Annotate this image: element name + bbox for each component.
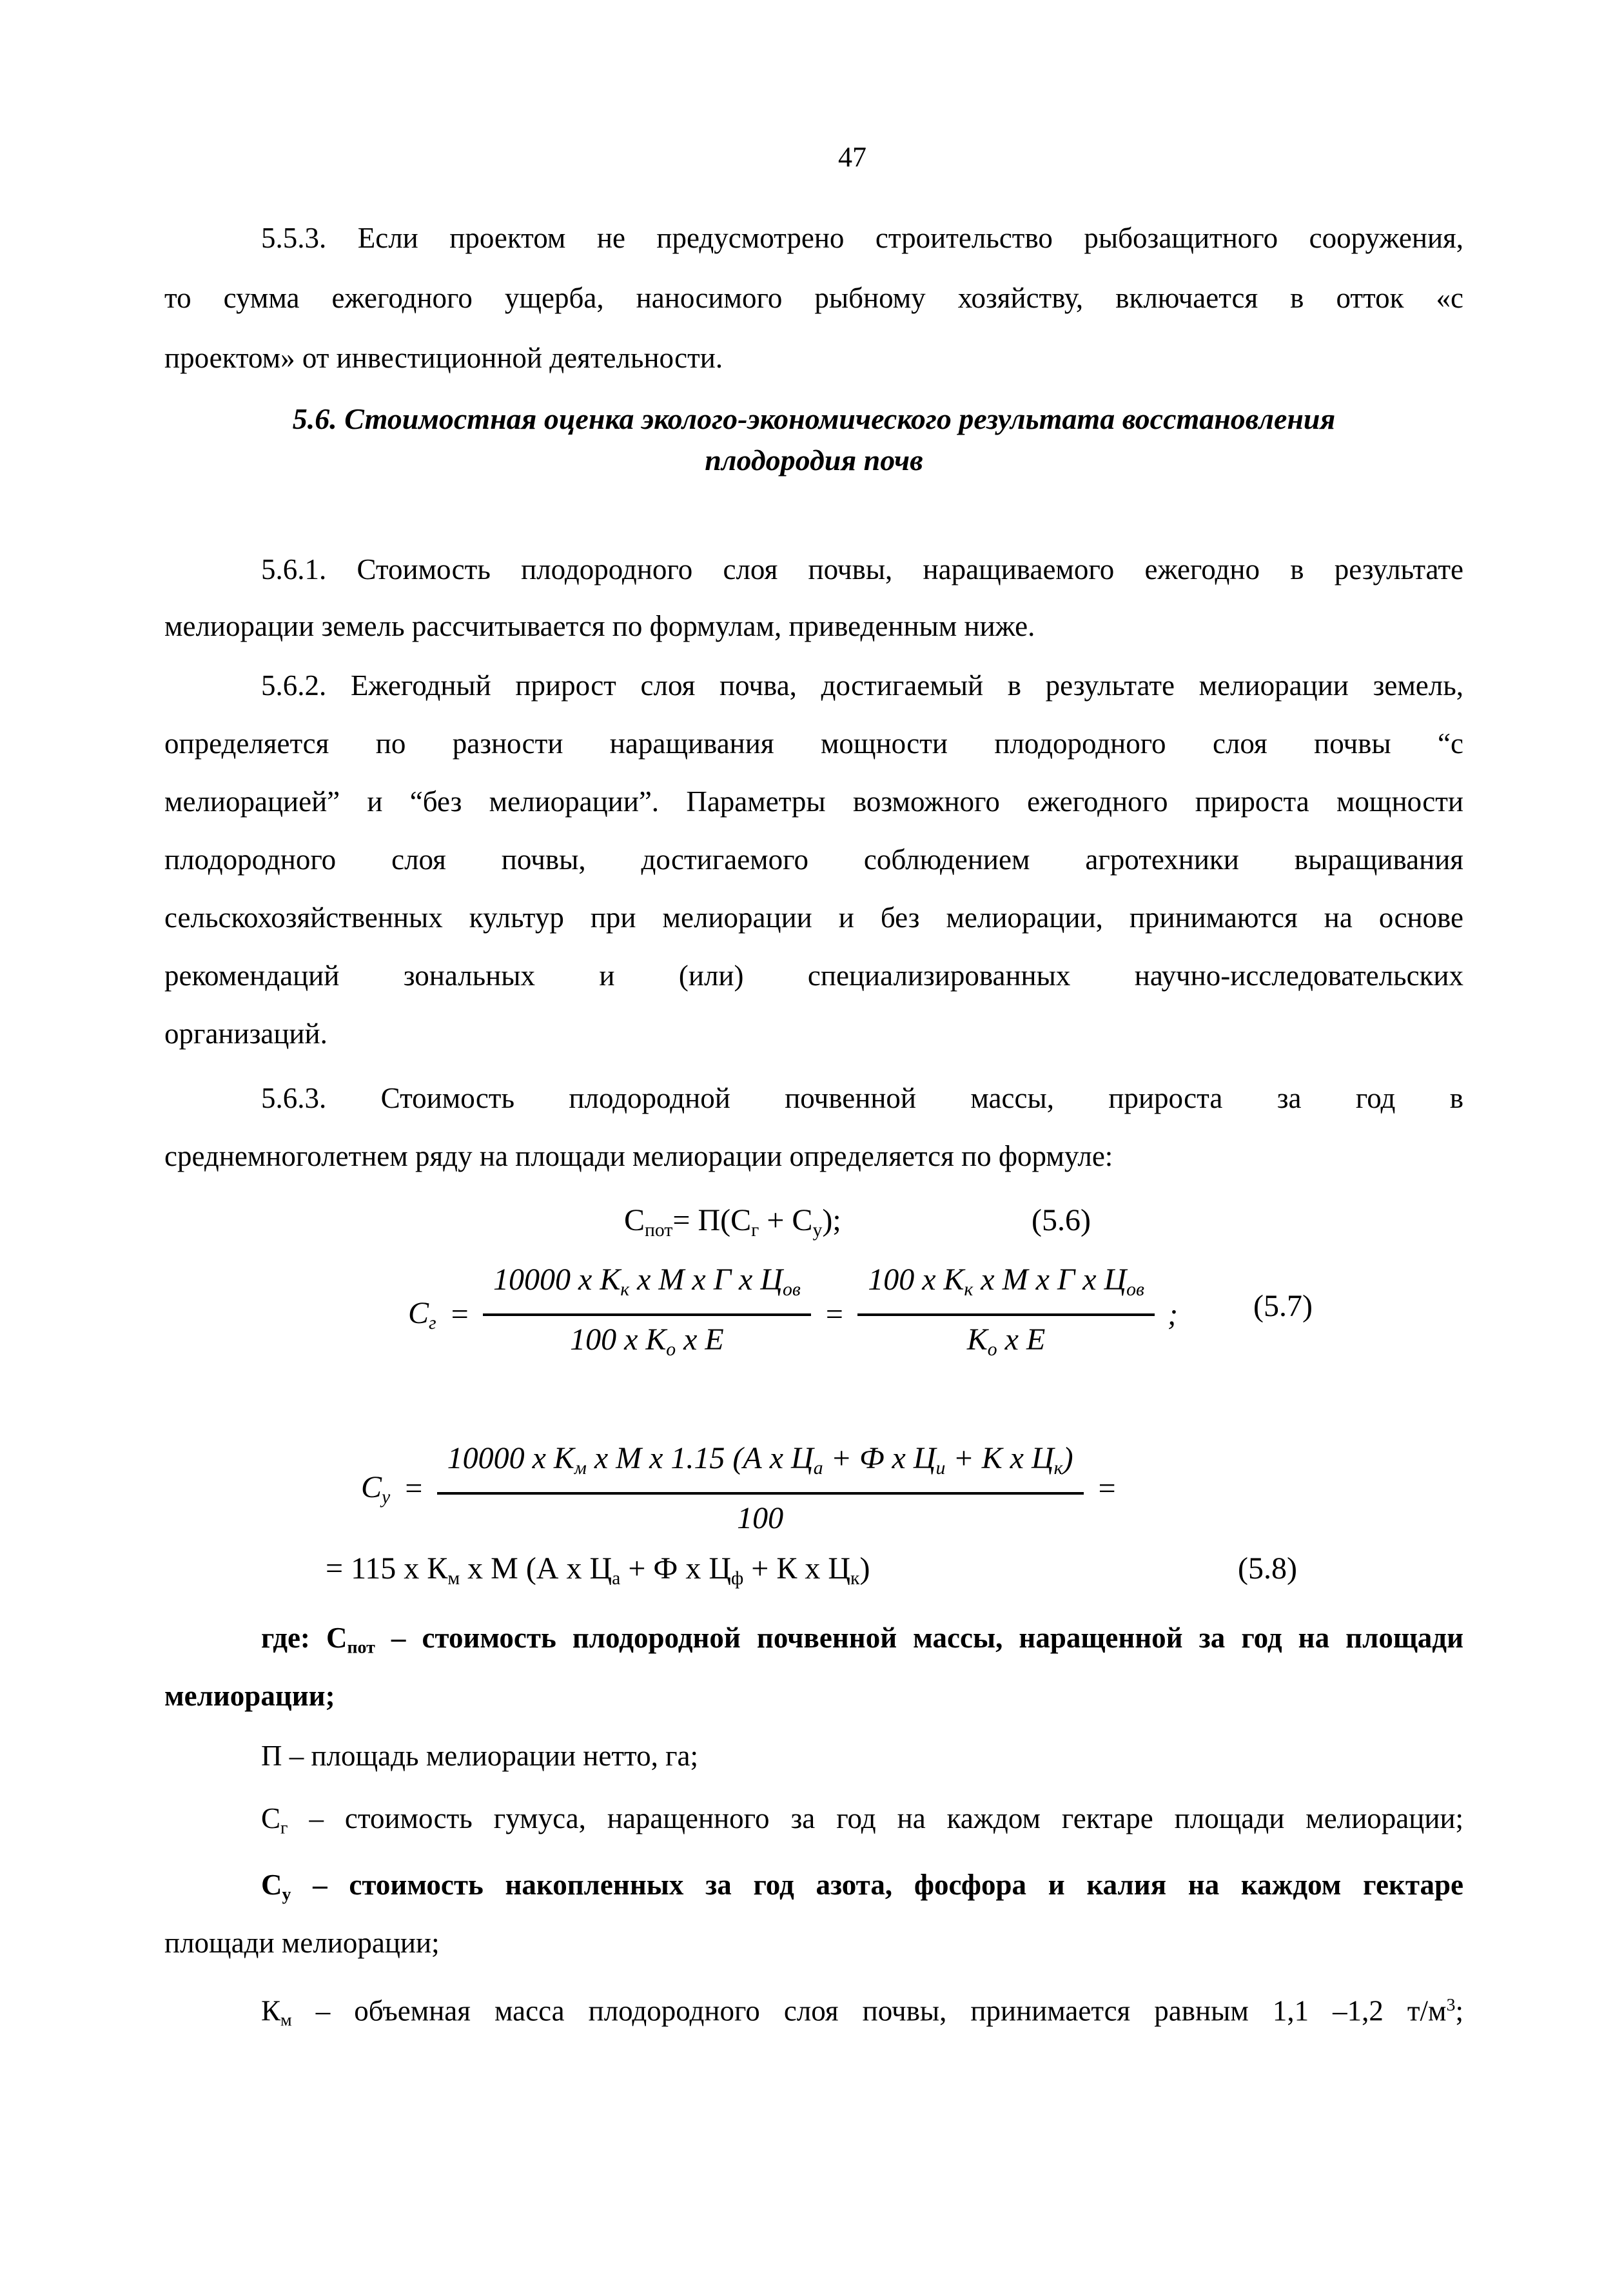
fraction (483, 1263, 811, 1367)
definition-k-m (164, 1976, 1463, 2034)
definition-line: $С_у$ – стоимость накопленных за год азота, фосфора и калия на каждом гектаре (261, 1869, 1463, 1905)
heading-line: плодородия почв (705, 444, 923, 477)
definition-line: П – площадь мелиорации нетто, га; (261, 1740, 699, 1772)
formula-5-6-body: $С_{пот}= П(С_г + С_у)$; (624, 1203, 841, 1241)
formula-5-8-result (164, 1538, 1463, 1599)
text-line: плодородного слоя почвы, достигаемого соблюдением агротехники выращивания (164, 843, 1463, 876)
definition-line: мелиорации; (164, 1680, 335, 1712)
text-line: организаций. (164, 1017, 328, 1050)
page-number: 47 (838, 141, 866, 173)
formula-5-8 (361, 1441, 1117, 1536)
text-line: проектом» от инвестиционной деятельности. (164, 342, 723, 374)
formula-5-7 (408, 1263, 1178, 1367)
formula-5-7-label: (5.7) (1253, 1289, 1313, 1323)
formula-5-7-lhs: $С_г$ (408, 1295, 436, 1333)
equals-sign: = (1096, 1471, 1117, 1506)
formula-5-8-label: (5.8) (1238, 1551, 1297, 1586)
heading-line: 5.6. Стоимостная оценка эколого-экономического результата восстановления (292, 402, 1336, 435)
definition-line: $К_м$ – объемная масса плодородного слоя почвы, принимается равным 1,1 –1,2 $т/м^3$; (261, 1994, 1463, 2030)
text-line: среднемноголетнем ряду на площади мелиорации определяется по формуле: (164, 1140, 1113, 1172)
fraction-denominator: 100 (737, 1500, 784, 1535)
fraction-numerator: 100 х $К_к$ х М х Г х $Ц_{ов}$ (857, 1263, 1155, 1316)
formula-5-8-lhs: $С_у$ (361, 1469, 391, 1508)
text-line: 5.6.3. Стоимость плодородной почвенной массы, прироста за год в (261, 1082, 1463, 1114)
definition-p (164, 1727, 1463, 1785)
equals-sign: = (823, 1297, 845, 1332)
fraction-numerator: 10000 х $К_к$ х М х Г х $Ц_{ов}$ (483, 1263, 811, 1316)
definition-line: площади мелиорации; (164, 1927, 440, 1959)
formula-5-6-label: (5.6) (1032, 1203, 1091, 1237)
formula-5-8-result-body: = 115 х $К_м$ х М (А х $Ц_а + Ф$ х $Ц_ф + К$ х $Ц_к$) (326, 1551, 870, 1589)
text-line: мелиорацией” и “без мелиорации”. Параметры возможного ежегодного прироста мощности (164, 785, 1463, 818)
equals-sign: = (403, 1471, 424, 1506)
text-line: 5.6.2. Ежегодный прирост слоя почва, достигаемый в результате мелиорации земель, (261, 669, 1463, 702)
definition-line: где: $С_{пот}$ – стоимость плодородной почвенной массы, наращенной за год на площади (261, 1622, 1464, 1658)
text-line: то сумма ежегодного ущерба, наносимого рыбному хозяйству, включается в отток «с (164, 282, 1463, 314)
definition-line: $С_г$ – стоимость гумуса, наращенного за год на каждом гектаре площади мелиорации; (261, 1802, 1463, 1838)
text-line: рекомендаций зональных и (или) специализированных научно-исследовательских (164, 959, 1463, 992)
paragraph-5-6-2 (164, 656, 1463, 1063)
definition-c-pot (164, 1609, 1463, 1725)
fraction (857, 1263, 1155, 1367)
paragraph-5-6-1 (164, 541, 1463, 654)
equals-sign: = (449, 1297, 471, 1332)
text-line: 5.5.3. Если проектом не предусмотрено строительство рыбозащитного сооружения, (261, 222, 1463, 254)
text-line: 5.6.1. Стоимость плодородного слоя почвы, наращиваемого ежегодно в результате (261, 553, 1463, 585)
fraction (437, 1441, 1084, 1536)
semicolon: ; (1167, 1297, 1178, 1332)
fraction-denominator: $К_о$ х Е (966, 1322, 1046, 1360)
definition-c-u (164, 1856, 1463, 1972)
fraction-denominator: 100 х $К_о$ х Е (570, 1322, 724, 1360)
text-line: определяется по разности наращивания мощности плодородного слоя почвы “с (164, 727, 1463, 760)
paragraph-5-5-3 (164, 208, 1463, 388)
fraction-numerator: 10000 х $К_м$ х М х 1.15 (А х $Ц_а + Ф$ х $Ц_и + К$ х $Ц_к$) (437, 1441, 1084, 1495)
formula-5-6 (164, 1190, 1463, 1251)
definition-c-g (164, 1789, 1463, 1847)
paragraph-5-6-3 (164, 1069, 1463, 1185)
section-heading-5-6 (164, 398, 1463, 481)
text-line: мелиорации земель рассчитывается по формулам, приведенным ниже. (164, 610, 1035, 642)
text-line: сельскохозяйственных культур при мелиорации и без мелиорации, принимаются на основе (164, 901, 1463, 934)
